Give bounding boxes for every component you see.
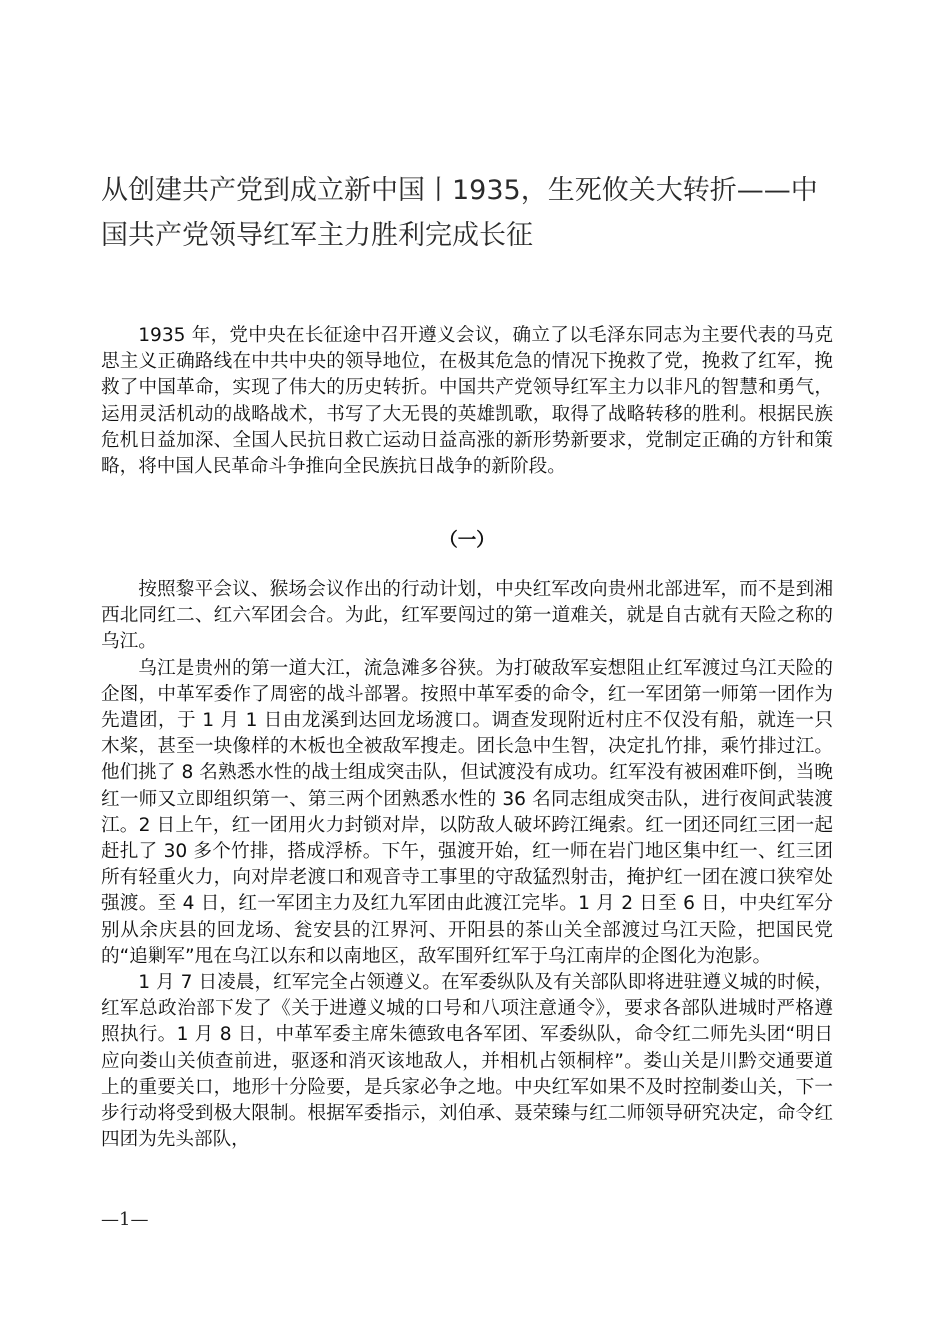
page-number: —1— [101,1209,149,1230]
document-title: 从创建共产党到成立新中国丨1935，生死攸关大转折——中国共产党领导红军主力胜利完成长征 [101,175,818,251]
body-paragraph: 按照黎平会议、猴场会议作出的行动计划，中央红军改向贵州北部进军，而不是到湘西北同红二、红六军团会合。为此，红军要闯过的第一道难关，就是自古就有天险之称的乌江。 [101,579,833,653]
intro-section [101,323,833,480]
body-paragraph: 1 月 7 日凌晨，红军完全占领遵义。在军委纵队及有关部队即将进驻遵义城的时候，红军总政治部下发了《关于进遵义城的口号和八项注意通令》，要求各部队进城时严格遵照执行。1 月 8 日，中革军委主席朱德致电各军团、军委纵队，命令红二师先头团“明日应向娄山关侦查前进，驱逐和消灭该地敌人，并相机占领桐梓”。娄山关是川黔交通要道上的重要关口，地形十分险要，是兵家必争之地。中央红军如果不及时控制娄山关，下一步行动将受到极大限制。根据军委指示，刘伯承、聂荣臻与红二师领导研究决定，命令红四团为先头部队， [101,972,833,1151]
section-heading: （一） [439,530,495,551]
section-body [101,577,833,1153]
intro-paragraph: 1935 年，党中央在长征途中召开遵义会议，确立了以毛泽东同志为主要代表的马克思主义正确路线在中共中央的领导地位，在极其危急的情况下挽救了党，挽救了红军，挽救了中国革命，实现了伟大的历史转折。中国共产党领导红军主力以非凡的智慧和勇气，运用灵活机动的战略战术，书写了大无畏的英雄凯歌，取得了战略转移的胜利。根据民族危机日益加深、全国人民抗日救亡运动日益高涨的新形势新要求，党制定正确的方针和策略，将中国人民革命斗争推向全民族抗日战争的新阶段。 [101,325,833,478]
body-paragraph: 乌江是贵州的第一道大江，流急滩多谷狭。为打破敌军妄想阻止红军渡过乌江天险的企图，中革军委作了周密的战斗部署。按照中革军委的命令，红一军团第一师第一团作为先遣团，于 1 月 1 日由龙溪到达回龙场渡口。调查发现附近村庄不仅没有船，就连一只木桨，甚至一块像样的木板也全被敌军搜走。团长急中生智，决定扎竹排，乘竹排过江。他们挑了 8 名熟悉水性的战士组成突击队，但试渡没有成功。红军没有被困难吓倒，当晚红一师又立即组织第一、第三两个团熟悉水性的 36 名同志组成突击队，进行夜间武装渡江。2 日上午，红一团用火力封锁对岸，以防敌人破坏跨江绳索。红一团还同红三团一起赶扎了 30 多个竹排，搭成浮桥。下午，强渡开始，红一师在岩门地区集中红一、红三团所有轻重火力，向对岸老渡口和观音寺工事里的守敌猛烈射击，掩护红一团在渡口狭窄处强渡。至 4 日，红一军团主力及红九军团由此渡江完毕。1 月 2 日至 6 日，中央红军分别从余庆县的回龙场、瓮安县的江界河、开阳县的茶山关全部渡过乌江天险，把国民党的“追剿军”甩在乌江以东和以南地区，敌军围歼红军于乌江南岸的企图化为泡影。 [101,657,833,967]
